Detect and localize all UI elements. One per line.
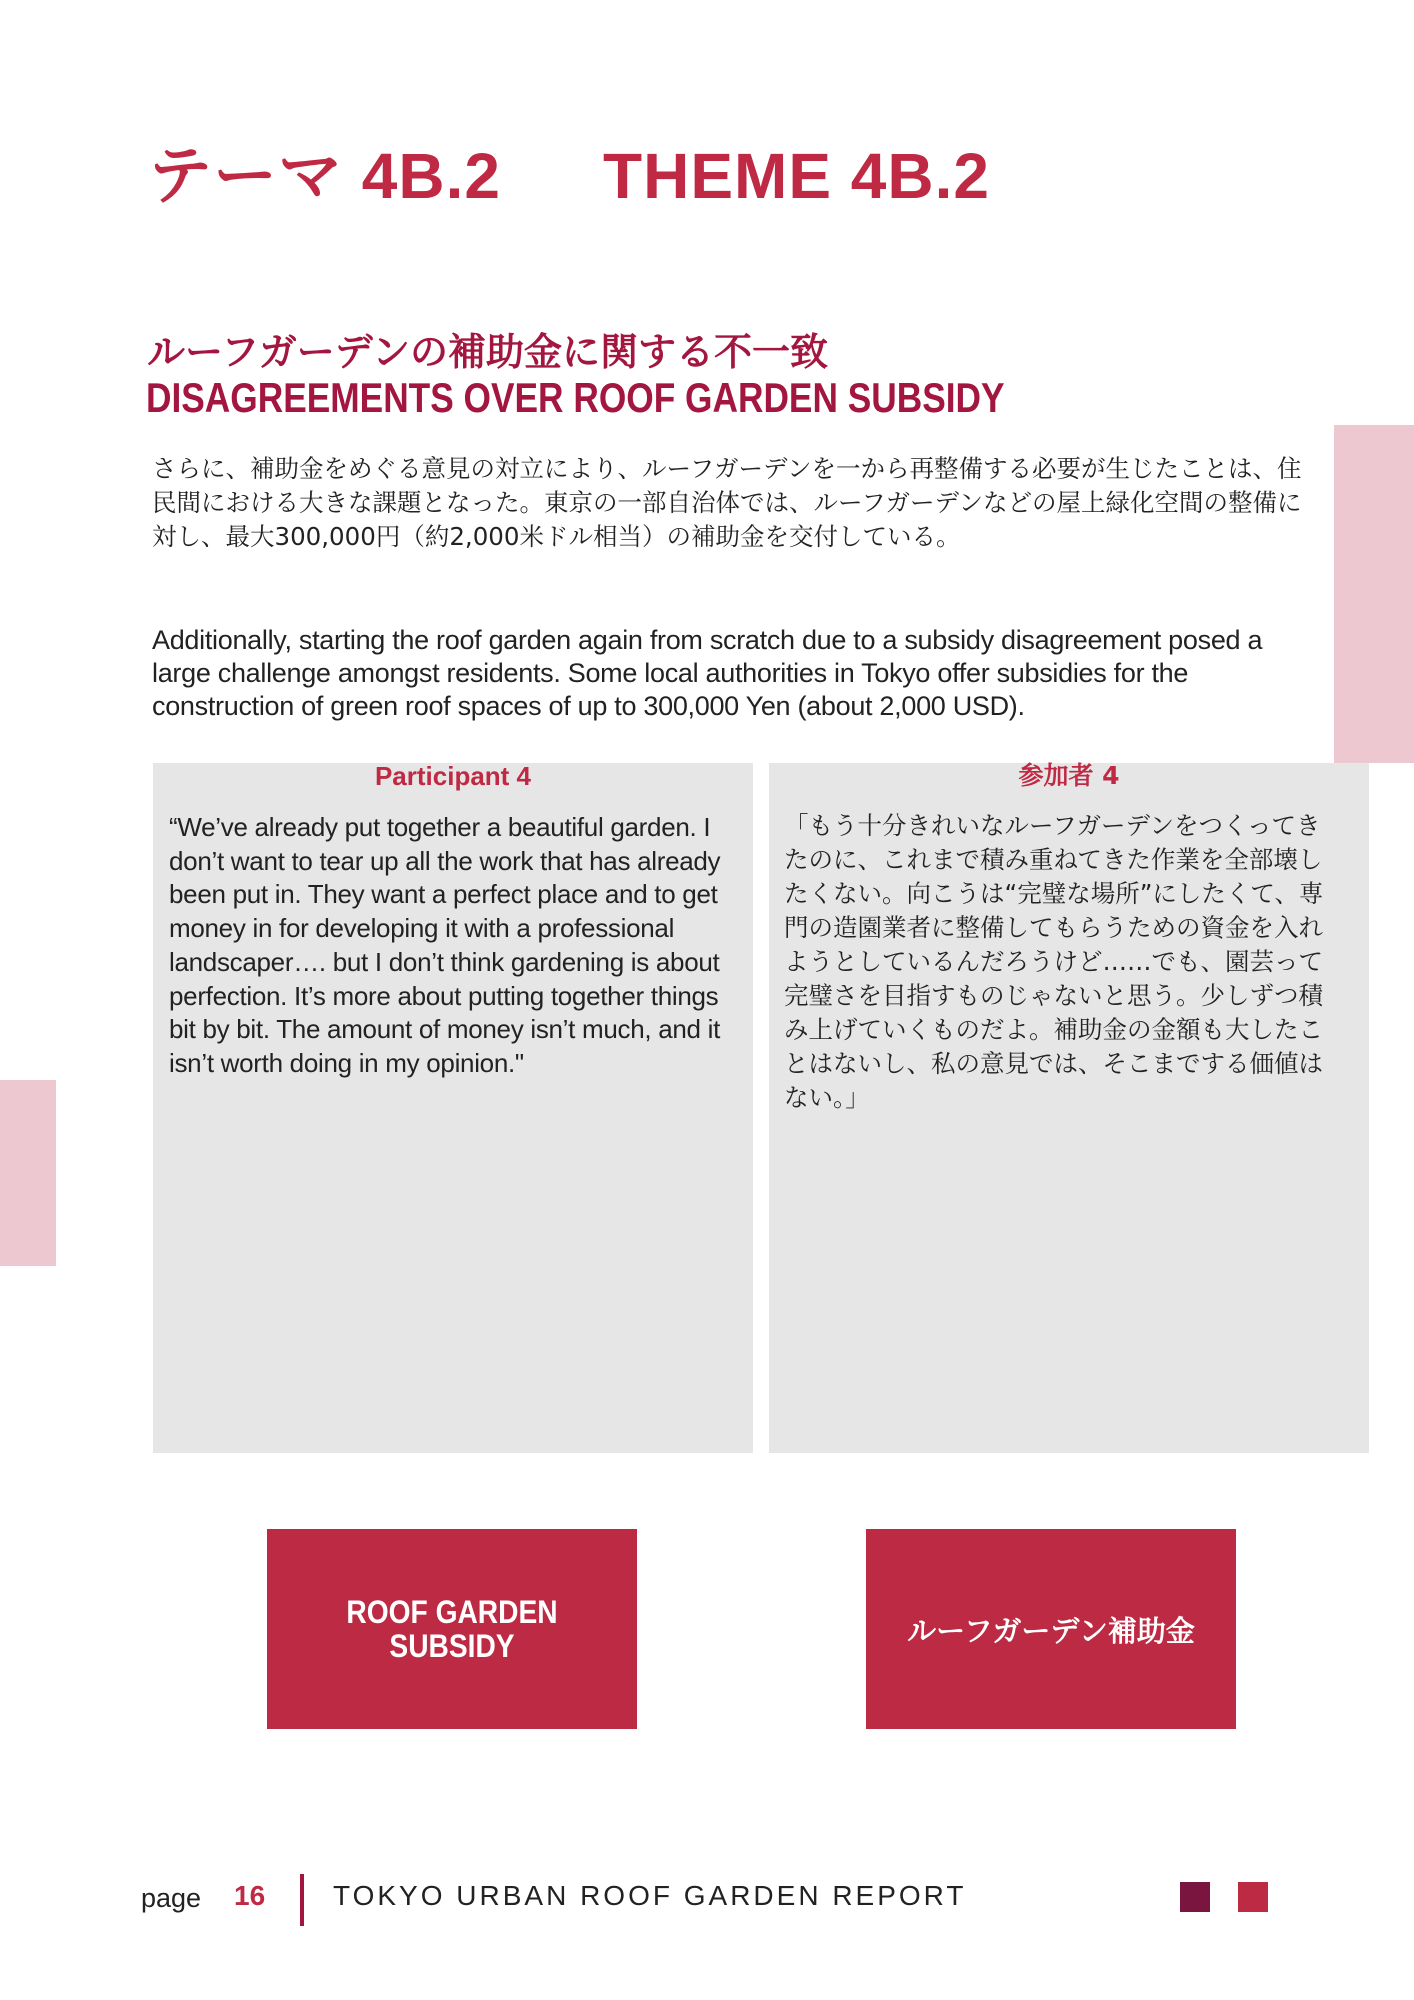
quote-box-japanese xyxy=(769,763,1369,1453)
tag-label-en: ROOF GARDEN SUBSIDY xyxy=(346,1594,558,1664)
footer-page-label: page xyxy=(141,1883,202,1913)
footer-divider xyxy=(300,1874,304,1926)
roof-garden-subsidy-tag-jp[interactable] xyxy=(866,1529,1236,1729)
quote-box-english xyxy=(153,763,753,1453)
footer-report-title: TOKYO URBAN ROOF GARDEN REPORT xyxy=(333,1880,967,1911)
section-title-en: DISAGREEMENTS OVER ROOF GARDEN SUBSIDY xyxy=(146,374,1005,421)
tag-label-jp: ルーフガーデン補助金 xyxy=(907,1613,1195,1648)
quote-title-en: Participant 4 xyxy=(374,761,532,791)
quote-text-jp: 「もう十分きれいなルーフガーデンをつくってきたのに、これまで積み重ねてきた作業を全部壊したくない。向こうは“完璧な場所”にしたくて、専門の造園業者に整備してもらうための資金を入れようとしているんだろうけど……でも、園芸って完璧さを目指すものじゃないと思う。少しずつ積み上げていくものだよ。補助金の金額も大したことはないし、私の意見では、そこまでする価値はない。」 xyxy=(784,811,1324,1112)
footer-square-red-icon xyxy=(1238,1882,1268,1912)
section-body-en: Additionally, starting the roof garden again from scratch due to a subsidy disagreement posed a large challenge amongst residents. Some local authorities in Tokyo offer subsidies for the construction of green roof spaces of up to 300,000 Yen (about 2,000 USD). xyxy=(152,625,1263,721)
footer-square-dark-icon xyxy=(1180,1882,1210,1912)
quote-text-en: “We’ve already put together a beautiful garden. I don’t want to tear up all the work that has already been put in. They want a perfect place and to get money in for developing it with a professional landscaper…. but I don’t think gardening is about perfection. It’s more about putting together things bit by bit. The amount of money isn’t much, and it isn’t worth doing in my opinion." xyxy=(169,812,721,1078)
theme-title-en: THEME 4B.2 xyxy=(603,140,990,212)
footer-page-number: 16 xyxy=(234,1880,266,1911)
page-title xyxy=(148,135,990,217)
decorative-pink-block-left xyxy=(0,1080,56,1266)
quote-title-jp: 参加者 4 xyxy=(1018,761,1120,790)
section-title-jp: ルーフガーデンの補助金に関する不一致 xyxy=(147,330,828,374)
roof-garden-subsidy-tag-en[interactable] xyxy=(267,1529,637,1729)
theme-title-jp: テーマ 4B.2 xyxy=(148,140,501,212)
section-body-jp: さらに、補助金をめぐる意見の対立により、ルーフガーデンを一から再整備する必要が生じたことは、住民間における大きな課題となった。東京の一部自治体では、ルーフガーデンなどの屋上緑化空間の整備に対し、最大300,000円（約2,000米ドル相当）の補助金を交付している。 xyxy=(152,454,1302,551)
decorative-pink-block-right xyxy=(1334,425,1414,763)
